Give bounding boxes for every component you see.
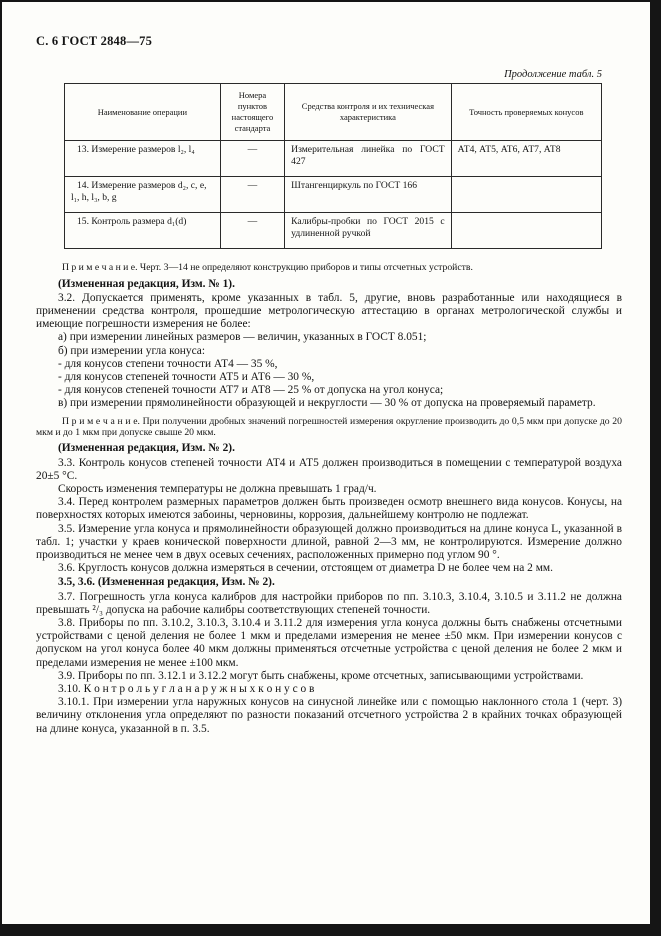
clause-3-7: 3.7. Погрешность угла конуса калибров для настройки приборов по пп. 3.10.3, 3.10.4, 3.10.5 и 3.11.2 не должна превышать ²/₃ допуска на рабочие калибры соответствующих степеней точности. [36, 590, 622, 616]
cell-control-means: Калибры-пробки по ГОСТ 2015 с удлиненной ручкой [285, 213, 451, 249]
cell-accuracy [451, 213, 601, 249]
clause-3-3: 3.3. Контроль конусов степеней точности АТ4 и АТ5 должен производиться в помещении с температурой воздуха 20±5 °С. [36, 456, 622, 482]
cell-clause: — [220, 213, 284, 249]
page-header: С. 6 ГОСТ 2848—75 [36, 34, 153, 48]
table-row [65, 213, 602, 249]
amendment-note: (Измененная редакция, Изм. № 2). [58, 442, 235, 455]
cell-clause: — [220, 177, 284, 213]
amendment-note: (Измененная редакция, Изм. № 1). [58, 277, 235, 290]
clause-3-5: 3.5. Измерение угла конуса и прямолинейности образующей должно производиться на длине конуса L, указанной в табл. 1; участки у краев конической поверхности длиной, равной 2—3 мм, не контролируются. Измерение должно производиться не менее чем в двух осевых сечениях, расположенных примерно под углом 90 °. [36, 522, 622, 561]
cell-accuracy: АТ4, АТ5, АТ6, АТ7, АТ8 [451, 141, 601, 177]
clause-3-8: 3.8. Приборы по пп. 3.10.2, 3.10.3, 3.10.4 и 3.11.2 для измерения угла конуса должны быть снабжены отсчетными устройствами с ценой деления не более 1 мкм и пределами измерения не менее ±50 мкм. При измерении конусов с допуском на угол конуса более 40 мкм должны применяться отсчетные устройства с ценой деления не более 2 мкм и пределами измерения не менее ±100 мкм. [36, 616, 622, 669]
clause-3-2-list-item: - для конусов степеней точности АТ5 и АТ6 — 30 %, [58, 370, 315, 383]
clause-3-4: 3.4. Перед контролем размерных параметров должен быть произведен осмотр внешнего вида конусов. Конусы, на поверхностях которых имеются забоины, черновины, коррозия, дальнейшему контролю не подлежат. [36, 496, 622, 522]
cell-operation: 13. Измерение размеров l₂, l₄ [65, 141, 221, 177]
table-header-row [65, 84, 602, 141]
table-head [65, 84, 602, 141]
clause-3-3-continuation: Скорость изменения температуры не должна превышать 1 град/ч. [58, 482, 377, 495]
clause-3-2-item-a: а) при измерении линейных размеров — величин, указанных в ГОСТ 8.051; [58, 331, 427, 344]
clause-3-2-list-item: - для конусов степени точности АТ4 — 35 %, [58, 357, 278, 370]
document-page [2, 2, 650, 924]
table-row [65, 141, 602, 177]
col-header-operation: Наименование операции [65, 84, 221, 141]
clause-3-2-item-b: б) при измерении угла конуса: [58, 344, 205, 357]
document-body-text [36, 262, 622, 736]
clause-3-10-1: 3.10.1. При измерении угла наружных конусов на синусной линейке или с помощью наклонного стола 1 (черт. 3) величину отклонения угла определяют по разности показаний отсчетного устройства 2 в крайних точках образующей на длине конуса, указанной в п. 3.5. [36, 696, 622, 735]
cell-control-means: Штангенциркуль по ГОСТ 166 [285, 177, 451, 213]
table-row [65, 177, 602, 213]
clause-3-6: 3.6. Круглость конусов должна измеряться в сечении, отстоящем от диаметра D не более чем на 2 мм. [58, 562, 553, 575]
cell-operation: 15. Контроль размера d₁(d) [65, 213, 221, 249]
amendment-note: 3.5, 3.6. (Измененная редакция, Изм. № 2). [58, 576, 275, 589]
clause-3-9: 3.9. Приборы по пп. 3.12.1 и 3.12.2 могут быть снабжены, кроме отсчетных, записывающими устройствами. [58, 669, 584, 682]
cell-operation: 14. Измерение размеров d₂, c, e, l₁, h, l₃, b, g [65, 177, 221, 213]
col-header-accuracy: Точность проверяемых конусов [451, 84, 601, 141]
clause-3-2: 3.2. Допускается применять, кроме указанных в табл. 5, другие, вновь разработанные или находящиеся в применении средства контроля, прошедшие метрологическую аттестацию в органах метрологической службы и имеющие погрешности измерения не более: [36, 291, 622, 331]
control-operations-table [64, 83, 602, 249]
col-header-control-means: Средства контроля и их техническая характеристика [285, 84, 451, 141]
table-continuation-caption: Продолжение табл. 5 [504, 69, 602, 80]
cell-control-means: Измерительная линейка по ГОСТ 427 [285, 141, 451, 177]
note-paragraph: П р и м е ч а н и е. Черт. 3—14 не определяют конструкцию приборов и типы отсчетных устройств. [62, 262, 473, 274]
page-content [2, 2, 650, 736]
clause-3-10-heading: 3.10. К о н т р о л ь у г л а н а р у ж н ы х к о н у с о в [58, 683, 315, 695]
col-header-clause-numbers: Номера пунктов настоящего стандарта [220, 84, 284, 141]
clause-3-2-list-item: - для конусов степеней точности АТ7 и АТ8 — 25 % от допуска на угол конуса; [58, 384, 444, 397]
cell-clause: — [220, 141, 284, 177]
table-container [64, 83, 602, 249]
note-paragraph: П р и м е ч а н и е. При получении дробных значений погрешностей измерения округление производить до 0,5 мкм при допуске до 20 мкм и до 1 мкм при допуске свыше 20 мкм. [36, 415, 622, 438]
cell-accuracy [451, 177, 601, 213]
table-body [65, 141, 602, 249]
clause-3-2-item-v: в) при измерении прямолинейности образующей и некруглости — 30 % от допуска на проверяемый параметр. [58, 397, 596, 410]
